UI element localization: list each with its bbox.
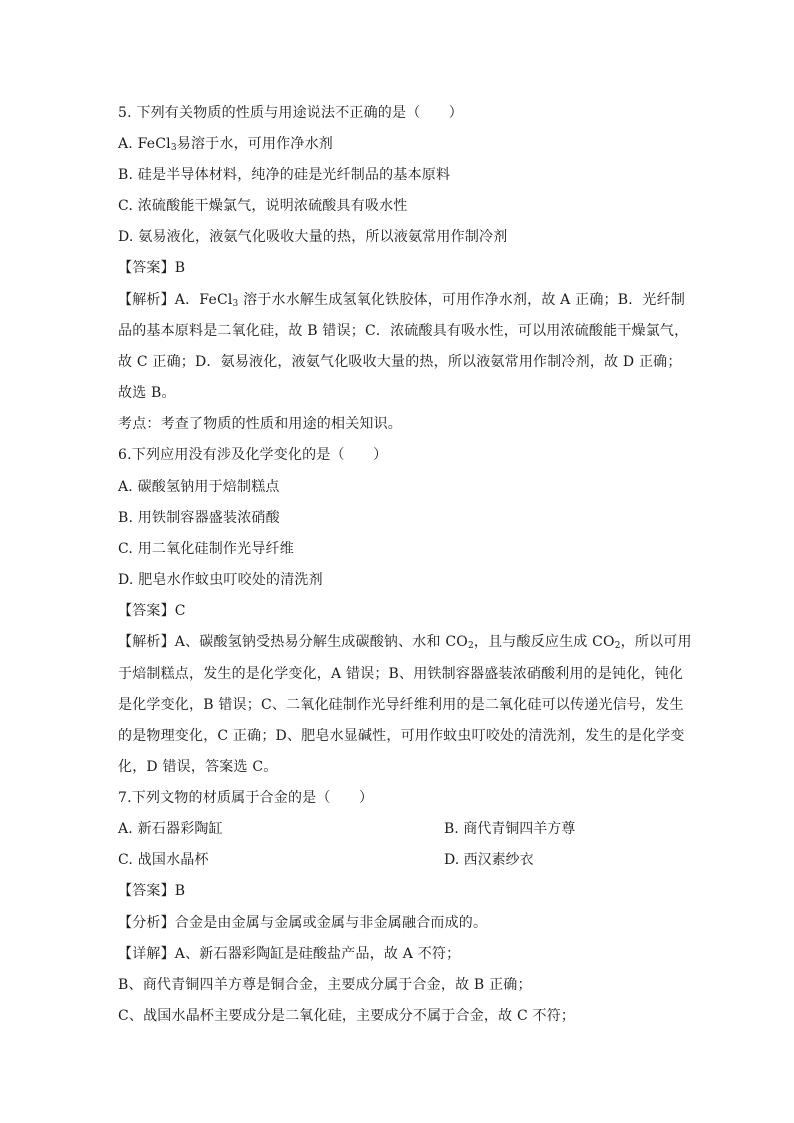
q5-analysis-line-2: 品的基本原料是二氧化硅，故 B 错误；C．浓硫酸具有吸水性，可以用浓硫酸能干燥氯气，: [118, 323, 689, 339]
q6-option-a: A. 碳酸氢钠用于焙制糕点: [118, 479, 280, 495]
q7-stem: 7.下列文物的材质属于合金的是（ ）: [118, 790, 374, 806]
q5-point: 考点：考查了物质的性质和用途的相关知识。: [118, 416, 402, 432]
q5-option-d: D. 氨易液化，液氨气化吸收大量的热，所以液氨常用作制冷剂: [118, 229, 508, 245]
q6-analysis-line-5: 化，D 错误，答案选 C。: [118, 759, 278, 775]
q5-analysis-line-3: 故 C 正确；D．氨易液化，液氨气化吸收大量的热，所以液氨常用作制冷剂，故 D 正确；: [118, 354, 682, 370]
q7-detail-b: B、商代青铜四羊方尊是铜合金，主要成分属于合金，故 B 正确；: [118, 977, 532, 993]
q7-option-d: D. 西汉素纱衣: [444, 852, 534, 868]
q5-analysis-line-4: 故选 B。: [118, 385, 176, 401]
q5-option-c: C. 浓硫酸能干燥氯气，说明浓硫酸具有吸水性: [118, 198, 408, 214]
q6-analysis-a: 【解析】A、碳酸氢钠受热易分解生成碳酸钠、水和 CO: [118, 634, 468, 650]
q6-stem: 6.下列应用没有涉及化学变化的是（ ）: [118, 447, 388, 463]
q6-analysis-sub-1: 2: [467, 641, 474, 651]
q7-analysis: 【分析】合金是由金属与金属或金属与非金属融合而成的。: [118, 915, 488, 931]
q5-analysis-pre: 【解析】A．FeCl: [118, 292, 233, 308]
q6-analysis-line-1: [118, 632, 692, 656]
q6-answer: 【答案】C: [118, 603, 186, 619]
q7-option-a: A. 新石器彩陶缸: [118, 821, 223, 837]
q6-option-c: C. 用二氧化硅制作光导纤维: [118, 541, 294, 557]
q6-analysis-line-3: 是化学变化，B 错误；C、二氧化硅制作光导纤维利用的是二氧化硅可以传递光信号，发生: [118, 697, 684, 713]
q5-option-a-post: 易溶于水，可用作净水剂: [176, 136, 333, 152]
q7-option-c: C. 战国水晶杯: [118, 852, 209, 868]
q7-detail-a: 【详解】A、新石器彩陶缸是硅酸盐产品，故 A 不符；: [118, 946, 461, 962]
q5-option-a-pre: A. FeCl: [118, 136, 171, 152]
q5-option-a-sub: 3: [170, 143, 177, 153]
q5-analysis-post: 溶于水水解生成氢氧化铁胶体，可用作净水剂，故 A 正确；B．光纤制: [238, 292, 686, 308]
q6-analysis-sub-2: 2: [614, 641, 621, 651]
q5-option-b: B. 硅是半导体材料，纯净的硅是光纤制品的基本原料: [118, 167, 451, 183]
q6-option-b: B. 用铁制容器盛装浓硝酸: [118, 510, 280, 526]
q6-option-d: D. 肥皂水作蚊虫叮咬处的清洗剂: [118, 572, 323, 588]
q5-option-a: [118, 134, 333, 158]
q7-option-b: B. 商代青铜四羊方尊: [444, 821, 576, 837]
q7-detail-c: C、战国水晶杯主要成分是二氧化硅，主要成分不属于合金，故 C 不符；: [118, 1008, 576, 1024]
q5-answer: 【答案】B: [118, 260, 186, 276]
q5-analysis-line-1: [118, 290, 685, 314]
q6-analysis-line-4: 的是物理变化，C 正确；D、肥皂水显碱性，可用作蚊虫叮咬处的清洗剂，发生的是化学变: [118, 728, 685, 744]
q6-analysis-line-2: 于焙制糕点，发生的是化学变化，A 错误；B、用铁制容器盛装浓硝酸利用的是钝化，钝化: [118, 666, 684, 682]
q5-stem: 5. 下列有关物质的性质与用途说法不正确的是（ ）: [118, 105, 464, 121]
q5-analysis-sub: 3: [232, 299, 239, 309]
q7-answer: 【答案】B: [118, 883, 186, 899]
q6-analysis-b: ，且与酸反应生成 CO: [473, 634, 615, 650]
q6-analysis-c: ，所以可用: [620, 634, 692, 650]
